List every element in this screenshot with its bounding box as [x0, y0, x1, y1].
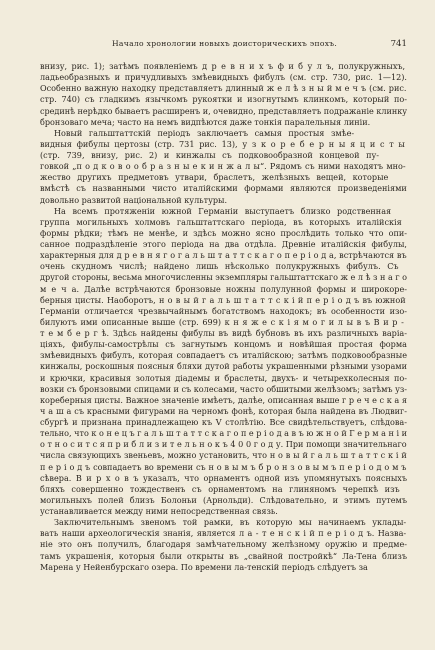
- text-line: срединѣ нерѣдко бываетъ расширенъ и, очевидно, представляетъ подражаніе клинку: [40, 105, 407, 116]
- text-line: ладьеобразныхъ и причудливыхъ змѣевидныхъ фибулъ (см. стр. 730, рис. 1—12).: [40, 72, 407, 83]
- running-head: Начало хронологии новыхъ доисторическихъ эпохъ.: [112, 39, 338, 48]
- text-line: видныя фибулы цертозы (стр. 731 рис. 13), у з к о р е б е р н ы я ц и с т ы: [40, 138, 405, 149]
- text-line: (стр. 739, внизу, рис. 2) и кинжалы съ подковообразной концевой пу-: [40, 150, 380, 160]
- body-text: [40, 61, 407, 641]
- text-line: п е р і о д ъ совпадаетъ во времени съ н о в ы м ъ б р о н з о в ы м ъ п е р і о д о м ъ: [40, 461, 407, 472]
- text-line: другой стороны, весьма многочисленны экземпляры гальштаттскаго ж е л ѣ з н а г о: [40, 272, 407, 283]
- text-line: ціяхъ, фибулы-самострѣлы съ загнутымъ концомъ и новѣйшая простая форма: [40, 339, 407, 350]
- text-line: устанавливается между ними непосредственная связь.: [40, 506, 278, 516]
- paragraph: [40, 517, 407, 573]
- text-line: внизу, рис. 1); затѣмъ появленіемъ д р е в н и х ъ ф и б у л ъ, полукружныхъ,: [40, 61, 406, 71]
- text-line: Новый гальштаттскій періодъ заключаетъ самыя простыя змѣе-: [54, 127, 355, 138]
- text-line: числа связующихъ звеньевъ, можно установить, что н о в ы й г а л ь ш т а т т с к і й: [40, 450, 407, 461]
- paragraph: [40, 61, 407, 128]
- text-line: довольно развитой національной культуры.: [40, 194, 228, 205]
- text-line: очень скудномъ числѣ; найдено лишь нѣсколько полукружныхъ фибулъ. Съ: [40, 261, 399, 272]
- text-line: Особенно важную находку представляетъ длинный ж е л ѣ з н ы й м е ч ъ (см. рис.: [40, 83, 407, 94]
- text-line: жество другихъ предметовъ утвари, браслетъ, желѣзныхъ вещей, которые: [40, 172, 389, 183]
- text-line: т е м б е р г ѣ. Здѣсь найдены фибулы въ видѣ бубновъ въ ихъ различныхъ варіа-: [40, 328, 407, 338]
- text-line: Германіи отличается чрезвычайнымъ богатствомъ находокъ; въ особенности изо-: [40, 305, 407, 316]
- text-line: кинжалы, роскошныя поясныя бляхи дутой работы украшенными рѣзными узорами: [40, 361, 407, 372]
- text-line: о т н о с и т с я п р и б л и з и т е л ь н о к ъ 4 0 0 г о д у. При помощи значительнаго: [40, 439, 407, 450]
- text-line: На всемъ протяженіи южной Германіи выступаетъ близко родственная: [54, 205, 392, 216]
- text-line: бляхъ совершенно тождественъ съ орнаментомъ на глиняномъ черепкѣ изъ: [40, 483, 400, 494]
- text-line: возки съ бронзовыми спицами и съ колесами, часто обшитыми желѣзомъ; затѣмъ уз-: [40, 383, 407, 394]
- text-line: берныя цисты. Наоборотъ, н о в ы й г а л ь ш т а т т с к і й п е р і о д ъ въ южной: [40, 294, 406, 305]
- text-line: характерныя для д р е в н я г о г а л ь ш т а т т с к а г о п е р і о д а, встрѣчаются въ: [40, 250, 407, 261]
- text-line: говкой „п о д к о в о о б р а з н ы е к и н ж а л ы“. Рядомъ съ ними находятъ мно-: [40, 161, 406, 172]
- page-number: 741: [390, 39, 407, 49]
- text-line: и крючки, красивыя золотыя діадемы и браслеты, двухъ- и четырехколесныя по-: [40, 372, 407, 383]
- text-line: Марена у Нейенбурскаго озера. По времени ла-тенскій періодъ слѣдуетъ за: [40, 561, 368, 572]
- text-line: ніе это онъ получилъ, благодаря замѣчательному желѣзному оружію и предме-: [40, 539, 407, 550]
- page-header: [40, 38, 407, 52]
- paragraph: [40, 128, 407, 206]
- text-line: сѣвера. В и р х о в ъ указалъ, что орнаментъ одной изъ упомянутыхъ поясныхъ: [40, 472, 407, 483]
- text-line: сбургѣ и признана принадлежащею къ V столѣтію. Все свидѣтельствуетъ, слѣдова-: [40, 417, 407, 427]
- text-line: группа могильныхъ холмовъ гальштаттскаго періода, въ которыхъ италійскія: [40, 216, 402, 227]
- text-line: змѣевидныхъ фибулъ, которая совпадаетъ съ италійскою; затѣмъ подковообразные: [40, 350, 407, 361]
- text-line: могильныхъ полей близъ Болоньи (Арнольди). Слѣдовательно, и этимъ путемъ: [40, 494, 407, 505]
- text-line: бронзоваго меча; часто на немъ видпѣются даже тонкія паралельныя линіи.: [40, 116, 371, 127]
- text-line: формы рѣдки; тѣмъ не менѣе, и здѣсь можно ясно прослѣдить только что опи-: [40, 227, 407, 238]
- text-line: м е ч а. Далѣе встрѣчаются бронзовые ножны полулунной формы и широкоре-: [40, 283, 407, 294]
- text-line: ч а ш а съ красными фигурами на черномъ фонѣ, которая была найдена въ Людвиг-: [40, 405, 407, 416]
- text-line: Заключительнымъ звеномъ той рамки, въ которую мы начинаемъ уклады-: [54, 517, 407, 528]
- text-line: кореберныя цисты. Важное значеніе имѣетъ, далѣе, описанная выше г р е ч е с к а я: [40, 394, 407, 405]
- paragraph: [40, 206, 407, 518]
- text-line: тамъ украшенія, которыя были открыты въ „свайной постройкѣ“ Ла-Тена близъ: [40, 550, 407, 561]
- text-line: билуютъ ими описанные выше (стр. 699) к н я ж е с к і я м о г и л ы в ъ В и р -: [40, 316, 404, 327]
- text-line: вмѣстѣ съ названными чисто италійскими формами являются произведеніями: [40, 183, 407, 194]
- text-line: стр. 740) съ гладкимъ язычкомъ рукоятки и изогнутымъ клинкомъ, который по-: [40, 94, 407, 105]
- text-line: тельно, что к о н е ц ъ г а л ь ш т а т т с к а г о п е р і о д а в ъ ю ж н о й Г е р м а н і и: [40, 428, 407, 439]
- text-line: вать наши археологическія знанія, является л а - т е н с к і й п е р і о д ъ. Назва-: [40, 528, 407, 539]
- text-line: санное подраздѣленіе этого періода на два отдѣла. Древніе италійскія фибулы,: [40, 239, 407, 249]
